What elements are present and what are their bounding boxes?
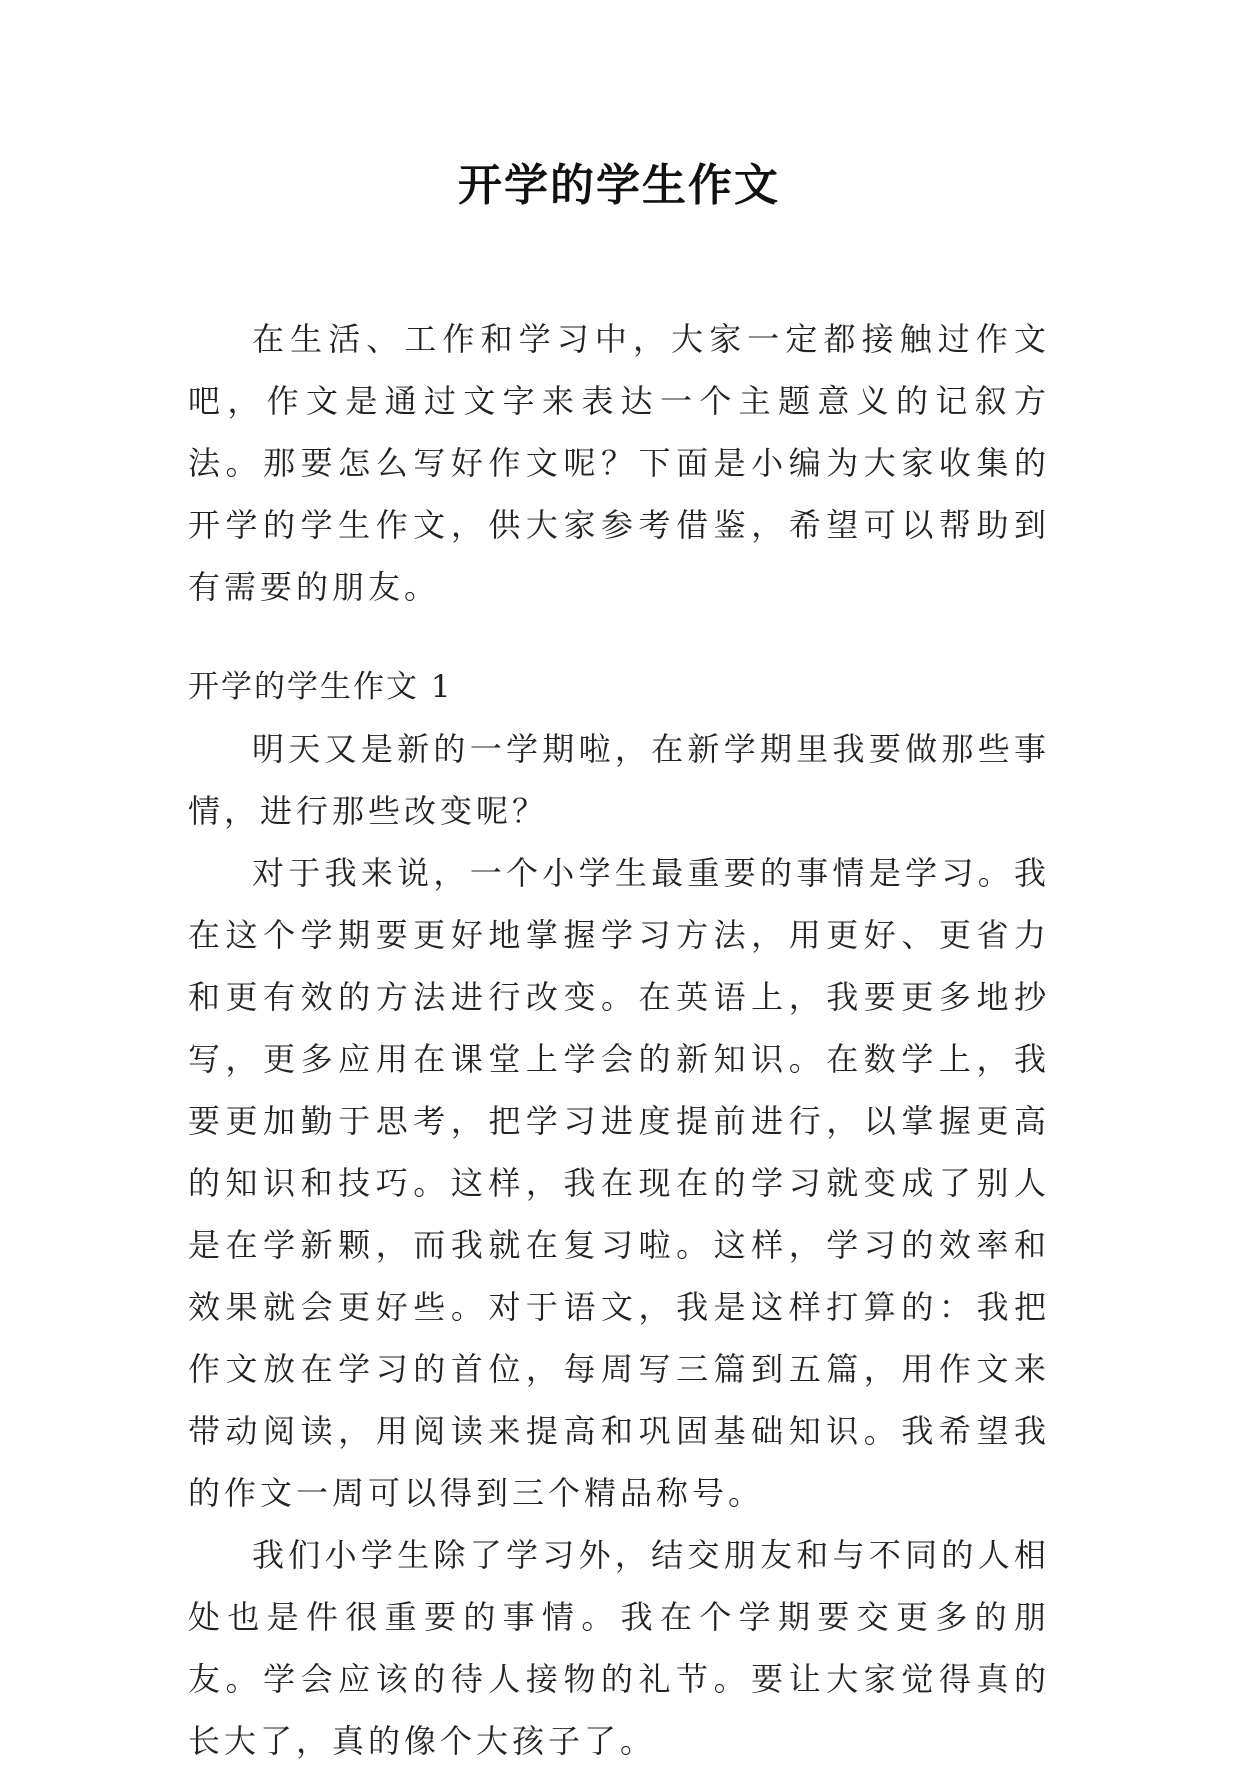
document-body bbox=[188, 150, 1050, 1772]
intro-paragraph: 在生活、工作和学习中，大家一定都接触过作文吧，作文是通过文字来表达一个主题意义的记叙方法。那要怎么写好作文呢？下面是小编为大家收集的开学的学生作文，供大家参考借鉴，希望可以帮助到有需要的朋友。 bbox=[188, 320, 1050, 606]
body-paragraph-2: 对于我来说，一个小学生最重要的事情是学习。我在这个学期要更好地掌握学习方法，用更好、更省力和更有效的方法进行改变。在英语上，我要更多地抄写，更多应用在课堂上学会的新知识。在数学上，我要更加勤于思考，把学习进度提前进行，以掌握更高的知识和技巧。这样，我在现在的学习就变成了别人是在学新颗，而我就在复习啦。这样，学习的效率和效果就会更好些。对于语文，我是这样打算的：我把作文放在学习的首位，每周写三篇到五篇，用作文来带动阅读，用阅读来提高和巩固基础知识。我希望我的作文一周可以得到三个精品称号。 bbox=[188, 854, 1050, 1512]
body-paragraph-1: 明天又是新的一学期啦，在新学期里我要做那些事情，进行那些改变呢？ bbox=[188, 730, 1050, 830]
body-paragraph-3: 我们小学生除了学习外，结交朋友和与不同的人相处也是件很重要的事情。我在个学期要交更多的朋友。学会应该的待人接物的礼节。要让大家觉得真的长大了，真的像个大孩子了。 bbox=[188, 1536, 1050, 1760]
document-title: 开学的学生作文 bbox=[458, 160, 780, 211]
section-heading: 开学的学生作文 1 bbox=[188, 669, 453, 705]
